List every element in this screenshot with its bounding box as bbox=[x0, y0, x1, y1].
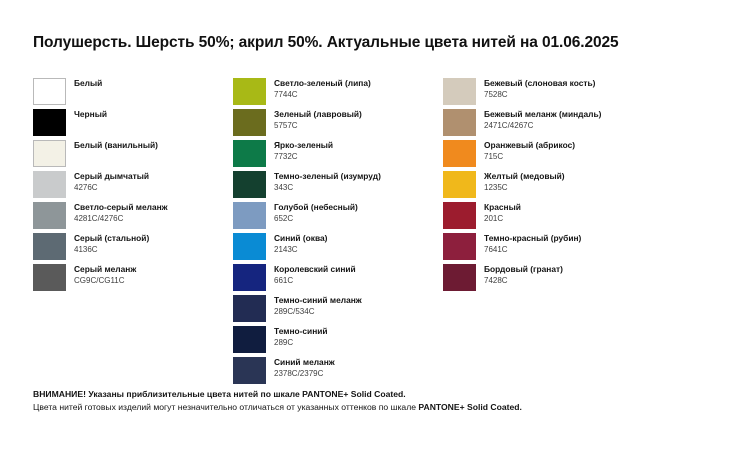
swatch-name: Красный bbox=[484, 202, 521, 212]
swatch-labels bbox=[266, 140, 333, 161]
swatch-labels bbox=[266, 357, 335, 378]
swatch-code: 715C bbox=[484, 151, 504, 161]
swatch-labels bbox=[266, 233, 327, 254]
color-chip bbox=[233, 140, 266, 167]
swatch-item bbox=[233, 295, 443, 326]
swatch-item bbox=[33, 202, 233, 233]
swatch-labels bbox=[66, 109, 107, 121]
page-title: Полушерсть. Шерсть 50%; акрил 50%. Актуальные цвета нитей на 01.06.2025 bbox=[33, 34, 619, 51]
swatch-name: Ярко-зеленый bbox=[274, 140, 334, 150]
swatch-code: 7732C bbox=[274, 151, 298, 161]
swatch-name: Темно-синий bbox=[274, 326, 328, 336]
swatch-name: Зеленый (лавровый) bbox=[274, 109, 362, 119]
swatch-item bbox=[443, 264, 663, 295]
swatch-code: 4136C bbox=[74, 244, 98, 254]
color-chip bbox=[443, 171, 476, 198]
swatch-name: Темно-зеленый (изумруд) bbox=[274, 171, 381, 181]
footer-line-2-text: Цвета нитей готовых изделий могут незначительно отличаться от указанных оттенков по шкале bbox=[33, 402, 419, 413]
color-chip bbox=[233, 171, 266, 198]
color-chip bbox=[233, 326, 266, 353]
swatch-name: Белый bbox=[74, 78, 103, 88]
swatch-item bbox=[33, 78, 233, 109]
swatch-labels bbox=[266, 295, 362, 316]
swatch-labels bbox=[476, 171, 565, 192]
color-chip bbox=[233, 264, 266, 291]
swatch-code: 2378C/2379C bbox=[274, 368, 324, 378]
swatch-name: Серый дымчатый bbox=[74, 171, 150, 181]
swatch-labels bbox=[266, 78, 371, 99]
swatch-code: 289C bbox=[274, 337, 294, 347]
swatch-name: Серый (стальной) bbox=[74, 233, 150, 243]
swatch-name: Оранжевый (абрикос) bbox=[484, 140, 576, 150]
swatch-name: Королевский синий bbox=[274, 264, 356, 274]
swatch-code: 7744C bbox=[274, 89, 298, 99]
swatch-code: 5757C bbox=[274, 120, 298, 130]
swatch-code: 7428C bbox=[484, 275, 508, 285]
color-chip bbox=[443, 202, 476, 229]
swatch-column-1 bbox=[33, 78, 233, 388]
swatch-code: 7528C bbox=[484, 89, 508, 99]
swatch-labels bbox=[66, 78, 102, 90]
swatch-name: Светло-серый меланж bbox=[74, 202, 168, 212]
swatch-item bbox=[233, 326, 443, 357]
color-chip bbox=[233, 202, 266, 229]
color-chip bbox=[33, 233, 66, 260]
color-chip bbox=[33, 109, 66, 136]
swatch-labels bbox=[66, 264, 136, 285]
pantone-scale-label: PANTONE+ Solid Coated. bbox=[418, 402, 522, 413]
color-chip bbox=[33, 264, 66, 291]
swatch-name: Бордовый (гранат) bbox=[484, 264, 563, 274]
swatch-item bbox=[233, 264, 443, 295]
swatch-column-2 bbox=[233, 78, 443, 388]
swatch-labels bbox=[66, 140, 158, 152]
swatch-columns bbox=[33, 78, 720, 388]
swatch-labels bbox=[66, 202, 168, 223]
swatch-item bbox=[233, 140, 443, 171]
swatch-item bbox=[233, 357, 443, 388]
swatch-name: Синий (оква) bbox=[274, 233, 328, 243]
swatch-labels bbox=[476, 202, 521, 223]
swatch-labels bbox=[476, 140, 575, 161]
swatch-labels bbox=[266, 264, 356, 285]
swatch-labels bbox=[266, 326, 328, 347]
swatch-code: CG9C/CG11C bbox=[74, 275, 125, 285]
swatch-name: Черный bbox=[74, 109, 108, 119]
swatch-item bbox=[443, 233, 663, 264]
swatch-code: 661C bbox=[274, 275, 294, 285]
swatch-code: 289C/534C bbox=[274, 306, 315, 316]
swatch-code: 4276C bbox=[74, 182, 98, 192]
swatch-name: Желтый (медовый) bbox=[484, 171, 565, 181]
swatch-item bbox=[33, 140, 233, 171]
color-chip bbox=[443, 78, 476, 105]
color-chip bbox=[443, 109, 476, 136]
swatch-item bbox=[443, 202, 663, 233]
color-chip bbox=[33, 202, 66, 229]
color-chip bbox=[33, 140, 66, 167]
swatch-name: Темно-синий меланж bbox=[274, 295, 362, 305]
swatch-item bbox=[233, 233, 443, 264]
swatch-item bbox=[443, 78, 663, 109]
footer-line-1-text: Указаны приблизительные цвета нитей по шкале bbox=[85, 389, 303, 399]
swatch-labels bbox=[266, 202, 358, 223]
swatch-code: 2471C/4267C bbox=[484, 120, 534, 130]
swatch-labels bbox=[66, 233, 149, 254]
swatch-item bbox=[233, 78, 443, 109]
swatch-name: Серый меланж bbox=[74, 264, 137, 274]
swatch-labels bbox=[476, 109, 601, 130]
swatch-name: Бежевый меланж (миндаль) bbox=[484, 109, 602, 119]
footer-line-2 bbox=[33, 401, 723, 414]
swatch-name: Голубой (небесный) bbox=[274, 202, 358, 212]
swatch-code: 2143C bbox=[274, 244, 298, 254]
color-chip bbox=[233, 357, 266, 384]
swatch-item bbox=[33, 264, 233, 295]
footer-note bbox=[33, 388, 723, 415]
swatch-item bbox=[233, 202, 443, 233]
swatch-labels bbox=[476, 264, 563, 285]
swatch-item bbox=[33, 233, 233, 264]
swatch-labels bbox=[266, 109, 362, 130]
swatch-name: Темно-красный (рубин) bbox=[484, 233, 582, 243]
swatch-code: 7641C bbox=[484, 244, 508, 254]
swatch-item bbox=[33, 109, 233, 140]
swatch-item bbox=[233, 109, 443, 140]
color-chip bbox=[233, 233, 266, 260]
swatch-name: Бежевый (слоновая кость) bbox=[484, 78, 596, 88]
swatch-code: 4281C/4276C bbox=[74, 213, 124, 223]
swatch-labels bbox=[476, 78, 595, 99]
swatch-item bbox=[33, 171, 233, 202]
color-chip bbox=[233, 295, 266, 322]
color-chip bbox=[443, 264, 476, 291]
swatch-name: Светло-зеленый (липа) bbox=[274, 78, 371, 88]
footer-line-1 bbox=[33, 388, 723, 401]
color-chip bbox=[443, 140, 476, 167]
color-chip bbox=[233, 78, 266, 105]
color-chip bbox=[233, 109, 266, 136]
swatch-item bbox=[443, 140, 663, 171]
swatch-code: 652C bbox=[274, 213, 294, 223]
swatch-column-3 bbox=[443, 78, 663, 388]
color-chip bbox=[443, 233, 476, 260]
color-chip bbox=[33, 171, 66, 198]
swatch-labels bbox=[66, 171, 149, 192]
swatch-name: Белый (ванильный) bbox=[74, 140, 158, 150]
attention-label: ВНИМАНИЕ! bbox=[33, 389, 86, 399]
color-chip bbox=[33, 78, 66, 105]
swatch-code: 201C bbox=[484, 213, 504, 223]
pantone-scale-label: PANTONE+ Solid Coated. bbox=[302, 389, 406, 399]
swatch-code: 343C bbox=[274, 182, 294, 192]
swatch-name: Синий меланж bbox=[274, 357, 335, 367]
swatch-item bbox=[443, 171, 663, 202]
swatch-item bbox=[443, 109, 663, 140]
swatch-item bbox=[233, 171, 443, 202]
swatch-labels bbox=[266, 171, 381, 192]
swatch-labels bbox=[476, 233, 581, 254]
swatch-code: 1235C bbox=[484, 182, 508, 192]
